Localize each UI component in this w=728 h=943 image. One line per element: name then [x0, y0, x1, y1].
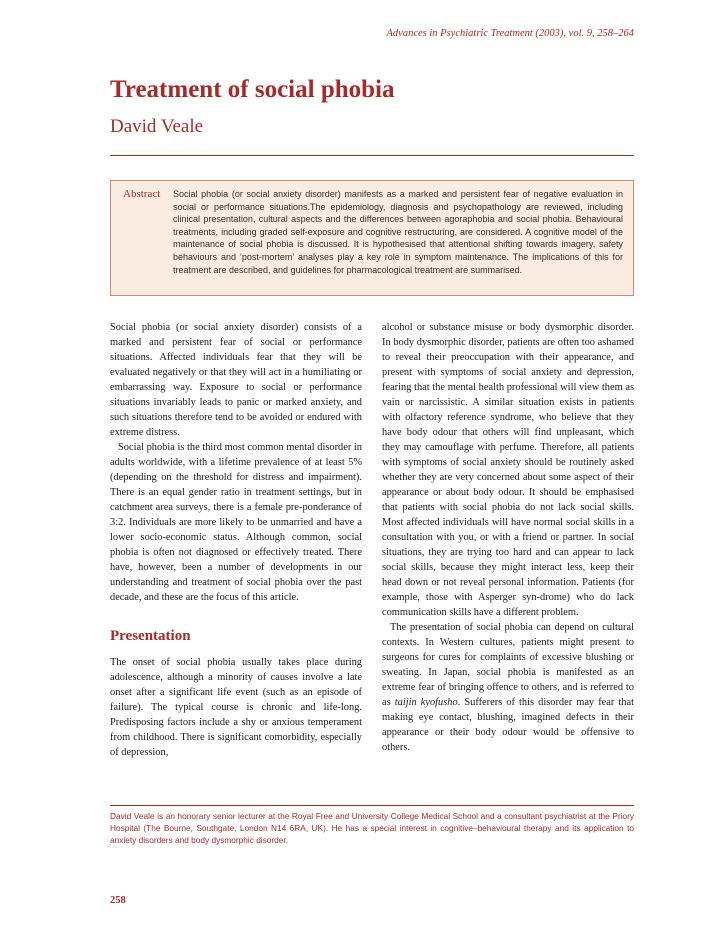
abstract-text: Social phobia (or social anxiety disorder) manifests as a marked and persistent fear of negative evaluation in social or performance situations.The epidemiology, diagnosis and psychopathology are reviewed, including clinical presentation, cultural aspects and the differences between agoraphobia and social phobia. Behavioural treatments, including graded self-exposure and cognitive restructuring, are considered. A cognitive model of the maintenance of social phobia is discussed. It is hypothesised that attentional shifting towards imagery, safety behaviours and ‘post-mortem’ analyses play a key role in symptom maintenance. The implications of this for treatment are described, and guidelines for pharmacological treatment are summarised. — [173, 189, 623, 275]
abstract-label: Abstract — [123, 188, 161, 200]
author-footnote: David Veale is an honorary senior lecturer at the Royal Free and University College Medical School and a consultant psychiatrist at the Priory Hospital (The Bourne, Southgate, London N14 6RA, UK). He has a special interest in cognitive–behavioural therapy and its application to anxiety disorders and body dysmorphic disorder. — [110, 811, 634, 845]
abstract-box — [110, 180, 634, 296]
footnote-divider — [110, 805, 634, 806]
paragraph-text: The presentation of social phobia can depend on cultural contexts. In Western cultures, patients might present to surgeons for cures for complaints of excessive blushing or sweating. In Japan, social phobia is manifested as an extreme fear of bringing offence to others, and is referred to as — [382, 622, 634, 708]
body-column-right — [382, 320, 634, 755]
section-heading-presentation: Presentation — [110, 628, 191, 644]
running-head: Advances in Psychiatric Treatment (2003), vol. 9, 258–264 — [386, 28, 634, 39]
body-paragraph — [382, 620, 634, 755]
author-name: David Veale — [110, 116, 204, 137]
body-paragraph: alcohol or substance misuse or body dysmorphic disorder. In body dysmorphic disorder, patients are often too ashamed to reveal their preoccupation with their appearance, and present with symptoms of social anxiety and depression, fearing that the mental health professional will view them as vain or narcissistic. A similar situation exists in patients with olfactory reference syndrome, who believe that they have body odour that others will find unpleasant, which they may camouflage with perfume. Therefore, all patients with symptoms of social anxiety should be routinely asked whether they are very concerned about some aspect of their appearance or about body odour. It should be emphasised that patients with social phobia do not lack social skills. Most affected individuals will have normal social skills in a consultation with you, or with a friend or partner. In social situations, they are trying too hard and can appear to lack social skills, because they might interact less, keep their head down or not reveal personal information. Patients (for example, those with Asperger syn-drome) who do lack communication skills have a different problem. — [382, 322, 634, 618]
body-column-left — [110, 320, 362, 760]
body-paragraph: Social phobia is the third most common mental disorder in adults worldwide, with a lifetime prevalence of at least 5% (depending on the threshold for distress and impairment). There is an equal gender ratio in treatment settings, but in catchment area surveys, there is a female pre-ponderance of 3:2. Individuals are more likely to be unmarried and have a lower socio-economic status. Although common, social phobia is often not diagnosed or effectively treated. There have, however, been a number of developments in our understanding and treatment of social phobia over the past decade, and these are the focus of this article. — [110, 442, 362, 603]
page-number: 258 — [110, 895, 126, 906]
paragraph-text: . Sufferers of this disorder may fear that making eye contact, blushing, imagined defects in their appearance or their body odour would be offensive to others. — [382, 697, 634, 753]
body-paragraph: Social phobia (or social anxiety disorder) consists of a marked and persistent fear of social or performance situations. Affected individuals fear that they will be evaluated negatively or that they will act in a humiliating or embarrassing way. Exposure to social or performance situations invariably leads to panic or marked anxiety, and such situations therefore tend to be avoided or endured with extreme distress. — [110, 322, 362, 438]
body-paragraph: The onset of social phobia usually takes place during adolescence, although a minority of causes involve a late onset after a significant life event (such as an episode of failure). The typical course is chronic and life-long. Predisposing factors include a shy or anxious temperament from childhood. There is significant comorbidity, especially of depression, — [110, 657, 362, 758]
article-title: Treatment of social phobia — [110, 76, 395, 103]
italic-term: taijin kyofusho — [394, 697, 458, 708]
title-divider — [110, 155, 634, 156]
